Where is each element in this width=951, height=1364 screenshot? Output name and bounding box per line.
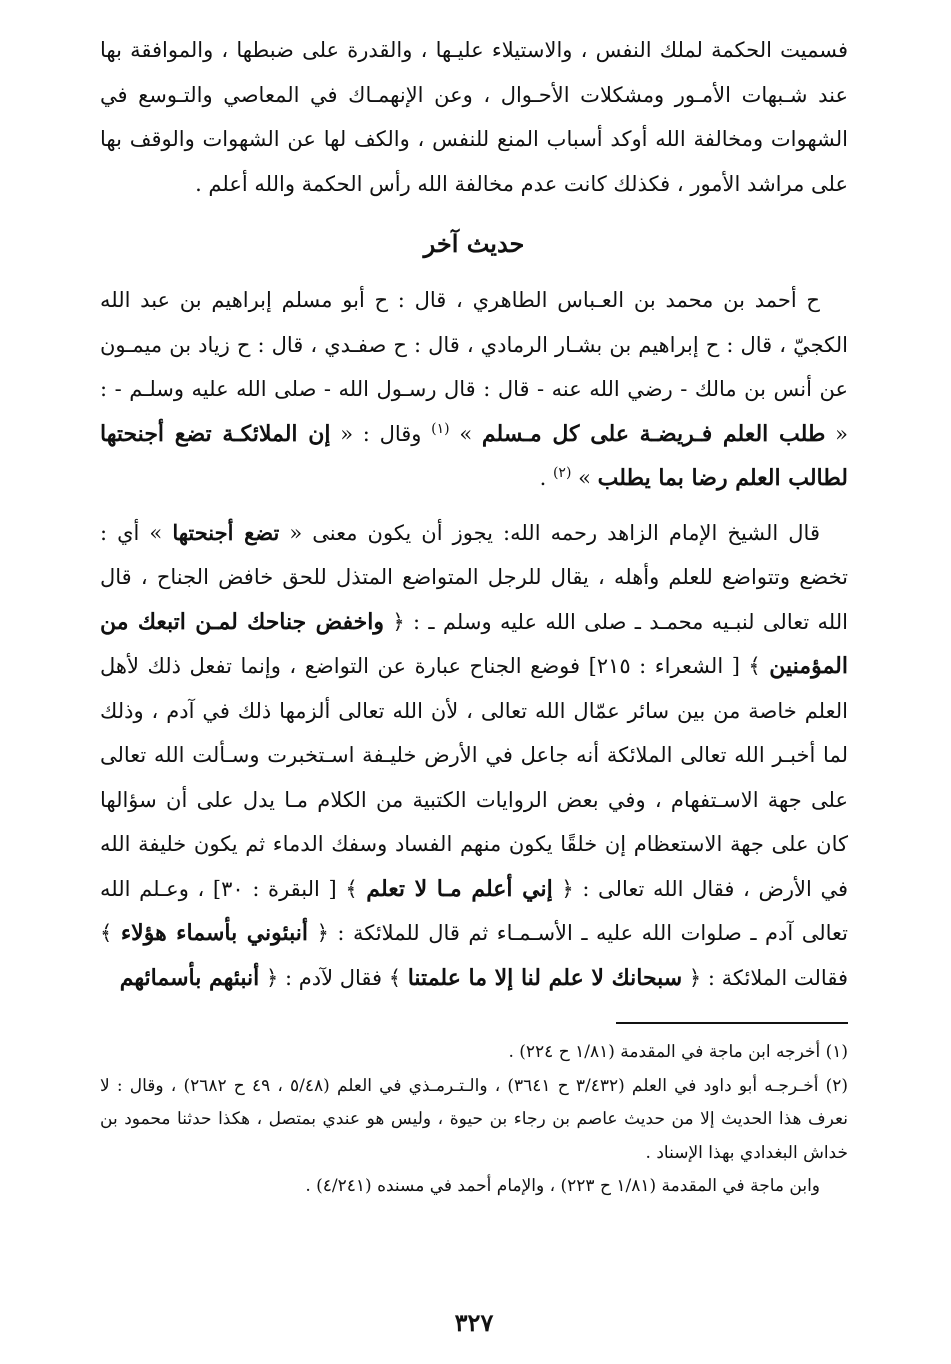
footnote-1: (١) أخرجه ابن ماجة في المقدمة (١/٨١ ح ٢٢٤) .: [508, 1042, 848, 1062]
footnote-divider: [616, 1022, 848, 1024]
book-page: [100, 28, 848, 1348]
commentary-text-4: ﴾ [ البقرة : ٣٠] ، وعـلم الله تعالى آدم ـ صلوات الله عليه ـ الأسـمـاء ثم قال للملائكة : ﴿: [100, 876, 848, 945]
section-heading: حديث آخر: [423, 229, 525, 258]
quran-verse-5: أنبئهم بأسمائهم: [119, 964, 260, 991]
hadith-text-2: إن الملائكـة تضع أجنحتها لطالب العلم رضا بما يطلب: [100, 420, 848, 491]
footnote-ref-2: (٢): [552, 465, 572, 481]
commentary-text-5: ﴾ فقالت الملائكة : ﴿: [100, 921, 848, 990]
paragraph-commentary: [100, 511, 848, 1001]
footnote-2: (٢) أخـرجـه أبو داود في العلم (٣/٤٣٢ ح ٣٦٤١) ، والـتـرمـذي في العلم (٥/٤٨ ، ٤٩ ح ٢٦٨٢) ، وقال : لا نعرف هذا الحديث إلا من حديث عاصم بن رجاء بن حيوة ، وليس هو عندي بمتصل ، هكذا حدثنا محمود بن خداش البغدادي بهذا الإسناد .: [100, 1075, 849, 1163]
footnote-2-continued: وابن ماجة في المقدمة (١/٨١ ح ٢٢٣) ، والإمام أحمد في مسنده (٤/٢٤١) .: [305, 1176, 820, 1196]
closing-quote-2: »: [578, 466, 591, 490]
closing-quote-1: »: [459, 421, 473, 446]
page-number: ٣٢٧: [454, 1308, 494, 1337]
commentary-text-1: قال الشيخ الإمام الزاهد رحمه الله: يجوز أن يكون معنى «: [289, 520, 820, 545]
quran-verse-3: أنبئوني بأسماء هؤلاء: [120, 920, 309, 946]
commentary-text-3: ﴾ [ الشعراء : ٢١٥] فوضع الجناح عبارة عن التواضع ، وإنما تفعل ذلك لأهل العلم خاصة من بين سائر عمّال الله تعالى ، لأن الله تعالى ألزمها ذلك في آدم ، وذلك لما أخبـر الله تعالى الملائكة أنه جاعل في الأرض خليـفة اسـتخبرت وسـألت الله تعالى على جهة الاسـتفهام ، وفي بعض الروايات الكتبية من الكلام مـا يدل على أن سؤالها كان على جهة الاستعظام إن خلقًا يكون منهم الفساد وسفك الدماء ثم يكون خليفة الله في الأرض ، فقال الله تعالى : ﴿: [100, 654, 848, 901]
paragraph-wisdom: فسميت الحكمة لملك النفس ، والاستيلاء عليـها ، والقدرة على ضبطها ، والموافقة بها عند شـبهات الأمـور ومشكلات الأحـوال ، وعن الإنهمـاك في المعاصي والتـوسع في الشهوات ومخالفة الله أوكد أسباب المنع للنفس ، والكف لها عن الشهوات والوقف بها على مراشد الأمور ، فكذلك كانت عدم مخالفة الله رأس الحكمة والله أعلم .: [100, 38, 848, 196]
quran-verse-2: إني أعلم مـا لا تعلم: [366, 875, 553, 902]
quoted-phrase: تضع أجنحتها: [172, 519, 280, 545]
connector-text: وقال : «: [340, 421, 422, 446]
commentary-text-6: ﴾ فقال لآدم : ﴿: [265, 965, 402, 990]
footnote-ref-1: (١): [431, 420, 450, 437]
footnotes: [100, 1036, 848, 1204]
quran-verse-1: واخفض جناحك لمـن اتبعك من المؤمنين: [100, 608, 848, 679]
paragraph-hadith-chain: [100, 278, 848, 501]
chain-text: ح أحمد بن محمد بن العـباس الطاهري ، قال : ح أبو مسلم إبراهيم بن عبد الله الكجيّ ، قال : ح إبراهيم بن بشـار الرمادي ، قال : ح صفـدي ، قال : ح زياد بن ميمـون عن أنس بن مالك - رضي الله عنه - قال : قال رسـول الله - صلى الله عليه وسلـم - : «: [100, 288, 848, 446]
commentary-text-2: » أي : تخضع وتتواضع للعلم وأهله ، يقال للرجل المتواضع المتذل للحق خافض الجناح ، قال الله تعالى لنبـيه محمـد ـ صلى الله عليه وسلم ـ : ﴿: [100, 520, 848, 634]
quran-verse-4: سبحانك لا علم لنا إلا ما علمتنا: [407, 964, 683, 991]
hadith-text-1: طلب العلم فـريضـة على كل مـسلم: [481, 420, 826, 447]
end-period: .: [539, 466, 547, 490]
